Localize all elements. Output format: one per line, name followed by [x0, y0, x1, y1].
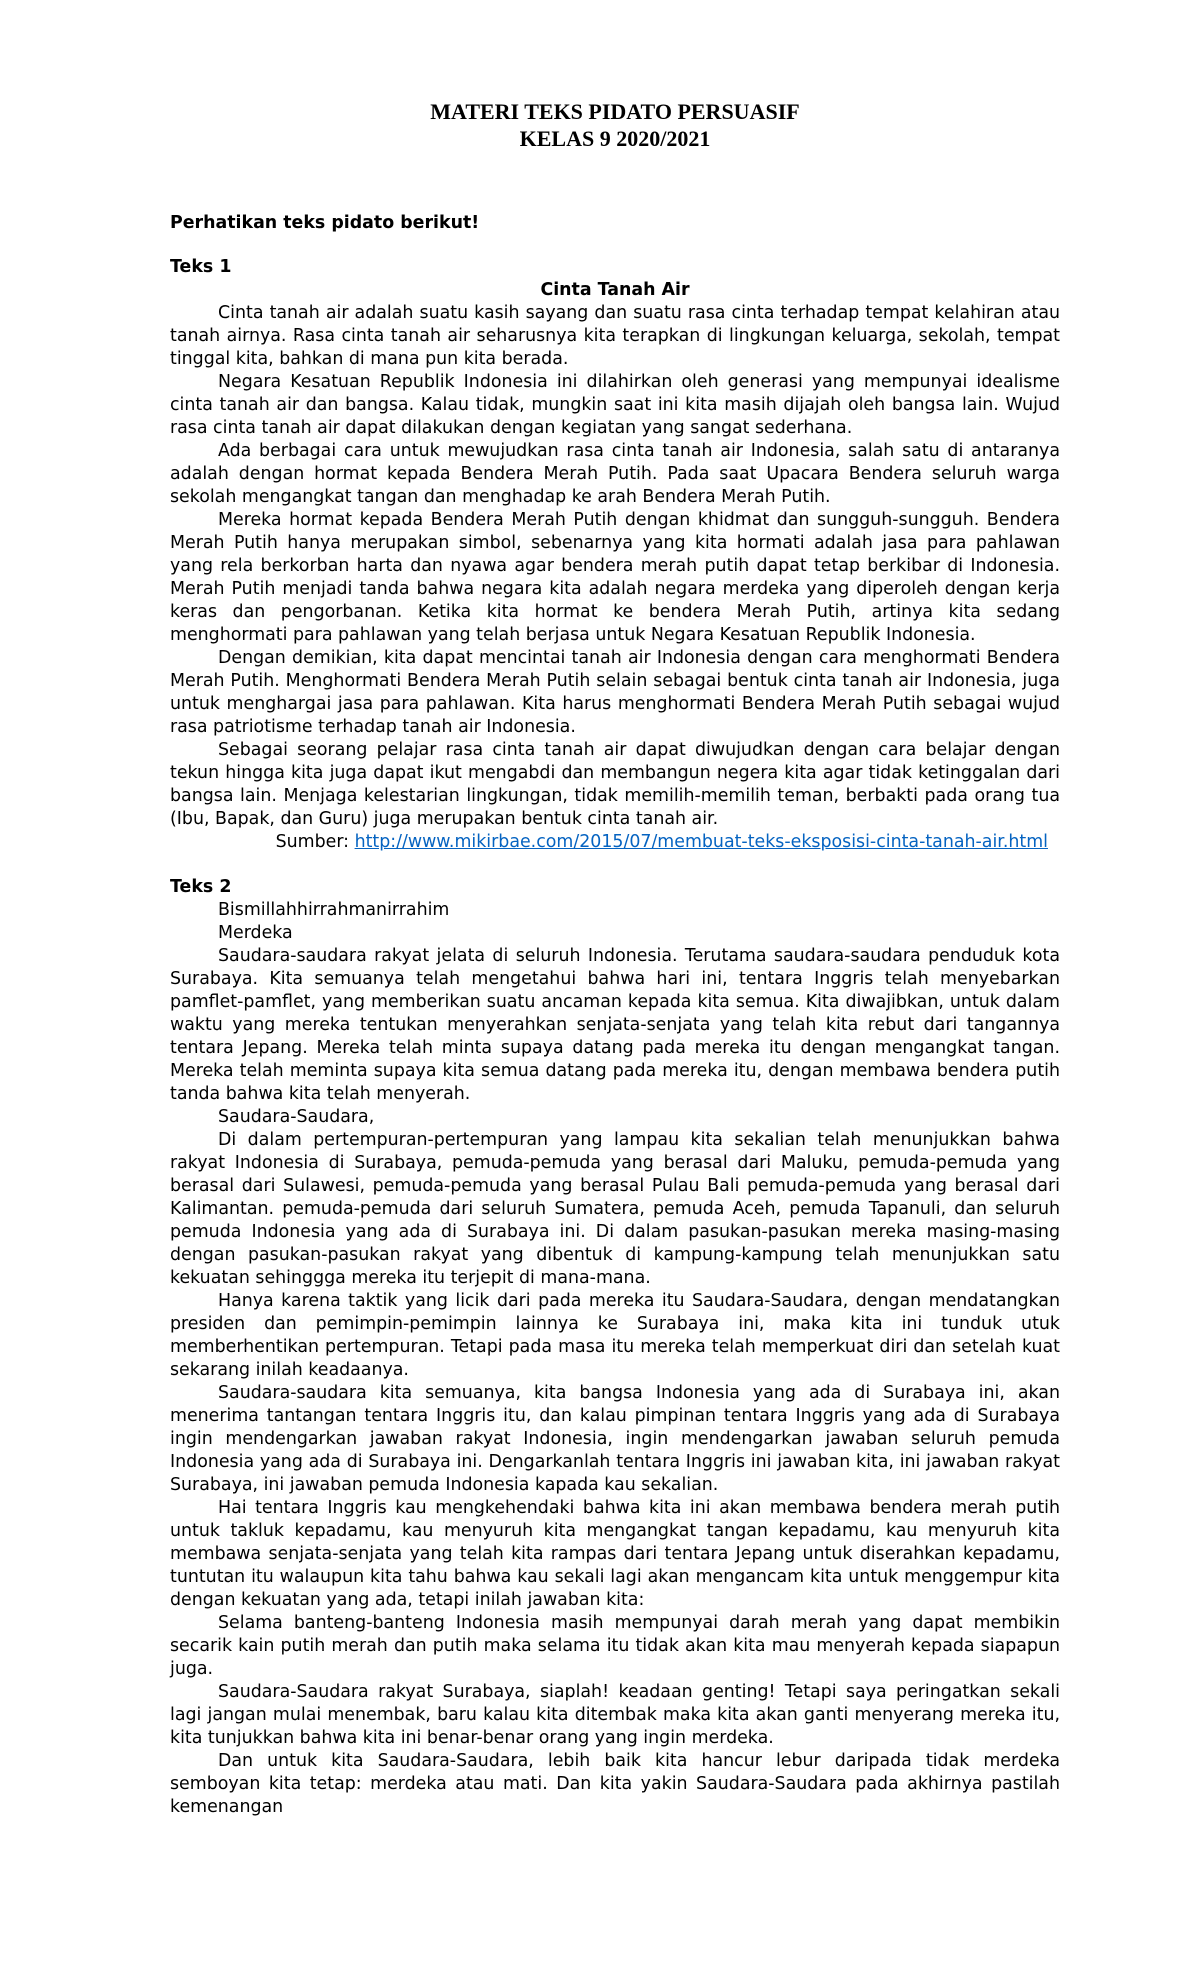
document-body	[170, 0, 1060, 1819]
source-label: Sumber:	[275, 832, 355, 852]
teks1-label: Teks 1	[170, 257, 232, 277]
teks1-paragraph: Mereka hormat kepada Bendera Merah Putih dengan khidmat dan sungguh-sungguh. Bendera Merah Putih hanya merupakan simbol, sebenarnya yang kita hormati adalah jasa para pahlawan yang rela berkorban harta dan nyawa agar bendera merah putih dapat tetap berkibar di Indonesia. Merah Putih menjadi tanda bahwa negara kita adalah negara merdeka yang diperoleh dengan kerja keras dan pengorbanan. Ketika kita hormat ke bendera Merah Putih, artinya kita sedang menghormati para pahlawan yang telah berjasa untuk Negara Kesatuan Republik Indonesia.	[170, 510, 1060, 645]
teks1-paragraph: Negara Kesatuan Republik Indonesia ini dilahirkan oleh generasi yang mempunyai idealisme cinta tanah air dan bangsa. Kalau tidak, mungkin saat ini kita masih dijajah oleh bangsa lain. Wujud rasa cinta tanah air dapat dilakukan dengan kegiatan yang sangat sederhana.	[170, 372, 1060, 438]
teks1-paragraph: Dengan demikian, kita dapat mencintai tanah air Indonesia dengan cara menghormati Bendera Merah Putih. Menghormati Bendera Merah Putih selain sebagai bentuk cinta tanah air Indonesia, juga untuk menghargai jasa para pahlawan. Kita harus menghormati Bendera Merah Putih sebagai wujud rasa patriotisme terhadap tanah air Indonesia.	[170, 648, 1060, 737]
source-line	[170, 831, 1060, 854]
document-title	[170, 98, 1060, 152]
teks2-paragraph: Selama banteng-banteng Indonesia masih mempunyai darah merah yang dapat membikin secarik kain putih merah dan putih maka selama itu tidak akan kita mau menyerah kepada siapapun juga.	[170, 1613, 1060, 1679]
teks2-paragraph: Saudara-Saudara,	[218, 1107, 375, 1127]
source-link[interactable]: http://www.mikirbae.com/2015/07/membuat-teks-eksposisi-cinta-tanah-air.html	[354, 832, 1048, 852]
teks2-paragraph: Di dalam pertempuran-pertempuran yang lampau kita sekalian telah menunjukkan bahwa rakyat Indonesia di Surabaya, pemuda-pemuda yang berasal dari Maluku, pemuda-pemuda yang berasal dari Sulawesi, pemuda-pemuda yang berasal Pulau Bali pemuda-pemuda yang berasal dari Kalimantan. pemuda-pemuda dari seluruh Sumatera, pemuda Aceh, pemuda Tapanuli, dan seluruh pemuda Indonesia yang ada di Surabaya ini. Di dalam pasukan-pasukan mereka masing-masing dengan pasukan-pasukan rakyat yang dibentuk di kampung-kampung telah menunjukkan satu kekuatan sehinggga mereka itu terjepit di mana-mana.	[170, 1130, 1060, 1288]
teks1-paragraph: Sebagai seorang pelajar rasa cinta tanah air dapat diwujudkan dengan cara belajar dengan tekun hingga kita juga dapat ikut mengabdi dan membangun negera kita agar tidak ketinggalan dari bangsa lain. Menjaga kelestarian lingkungan, tidak memilih-memilih teman, berbakti pada orang tua (Ibu, Bapak, dan Guru) juga merupakan bentuk cinta tanah air.	[170, 740, 1060, 829]
teks1-paragraph: Ada berbagai cara untuk mewujudkan rasa cinta tanah air Indonesia, salah satu di antaranya adalah dengan hormat kepada Bendera Merah Putih. Pada saat Upacara Bendera seluruh warga sekolah mengangkat tangan dan menghadap ke arah Bendera Merah Putih.	[170, 441, 1060, 507]
teks2-paragraph: Bismillahhirrahmanirrahim	[218, 900, 450, 920]
teks2-paragraph: Hanya karena taktik yang licik dari pada mereka itu Saudara-Saudara, dengan mendatangkan presiden dan pemimpin-pemimpin lainnya ke Surabaya ini, maka kita ini tunduk utuk memberhentikan pertempuran. Tetapi pada masa itu mereka telah memperkuat diri dan setelah kuat sekarang inilah keadaanya.	[170, 1291, 1060, 1380]
teks2-paragraph: Merdeka	[218, 923, 293, 943]
teks1-paragraph: Cinta tanah air adalah suatu kasih sayang dan suatu rasa cinta terhadap tempat kelahiran atau tanah airnya. Rasa cinta tanah air seharusnya kita terapkan di lingkungan keluarga, sekolah, tempat tinggal kita, bahkan di mana pun kita berada.	[170, 303, 1060, 369]
title-line-1: MATERI TEKS PIDATO PERSUASIF	[430, 99, 800, 124]
teks1-title: Cinta Tanah Air	[540, 280, 690, 300]
teks2-paragraph: Hai tentara Inggris kau mengkehendaki bahwa kita ini akan membawa bendera merah putih untuk takluk kepadamu, kau menyuruh kita mengangkat tangan kepadamu, kau menyuruh kita membawa senjata-senjata yang telah kita rampas dari tentara Jepang untuk diserahkan kepadamu, tuntutan itu walaupun kita tahu bahwa kau sekali lagi akan mengancam kita untuk menggempur kita dengan kekuatan yang ada, tetapi inilah jawaban kita:	[170, 1498, 1060, 1610]
title-line-2: KELAS 9 2020/2021	[519, 126, 711, 151]
teks2-paragraph: Saudara-saudara kita semuanya, kita bangsa Indonesia yang ada di Surabaya ini, akan menerima tantangan tentara Inggris itu, dan kalau pimpinan tentara Inggris yang ada di Surabaya ingin mendengarkan jawaban rakyat Indonesia, ingin mendengarkan jawaban seluruh pemuda Indonesia yang ada di Surabaya ini. Dengarkanlah tentara Inggris ini jawaban kita, ini jawaban rakyat Surabaya, ini jawaban pemuda Indonesia kapada kau sekalian.	[170, 1383, 1060, 1495]
teks2-paragraph: Saudara-Saudara rakyat Surabaya, siaplah! keadaan genting! Tetapi saya peringatkan sekali lagi jangan mulai menembak, baru kalau kita ditembak maka kita akan ganti menyerang mereka itu, kita tunjukkan bahwa kita ini benar-benar orang yang ingin merdeka.	[170, 1682, 1060, 1748]
instruction: Perhatikan teks pidato berikut!	[170, 213, 480, 233]
teks2-paragraph: Dan untuk kita Saudara-Saudara, lebih baik kita hancur lebur daripada tidak merdeka semboyan kita tetap: merdeka atau mati. Dan kita yakin Saudara-Saudara pada akhirnya pastilah kemenangan	[170, 1751, 1060, 1817]
teks2-paragraph: Saudara-saudara rakyat jelata di seluruh Indonesia. Terutama saudara-saudara penduduk kota Surabaya. Kita semuanya telah mengetahui bahwa hari ini, tentara Inggris telah menyebarkan pamflet-pamflet, yang memberikan suatu ancaman kepada kita semua. Kita diwajibkan, untuk dalam waktu yang mereka tentukan menyerahkan senjata-senjata yang telah kita rebut dari tangannya tentara Jepang. Mereka telah minta supaya datang pada mereka itu dengan mengangkat tangan. Mereka telah meminta supaya kita semua datang pada mereka itu, dengan membawa bendera putih tanda bahwa kita telah menyerah.	[170, 946, 1060, 1104]
teks2-label: Teks 2	[170, 877, 232, 897]
